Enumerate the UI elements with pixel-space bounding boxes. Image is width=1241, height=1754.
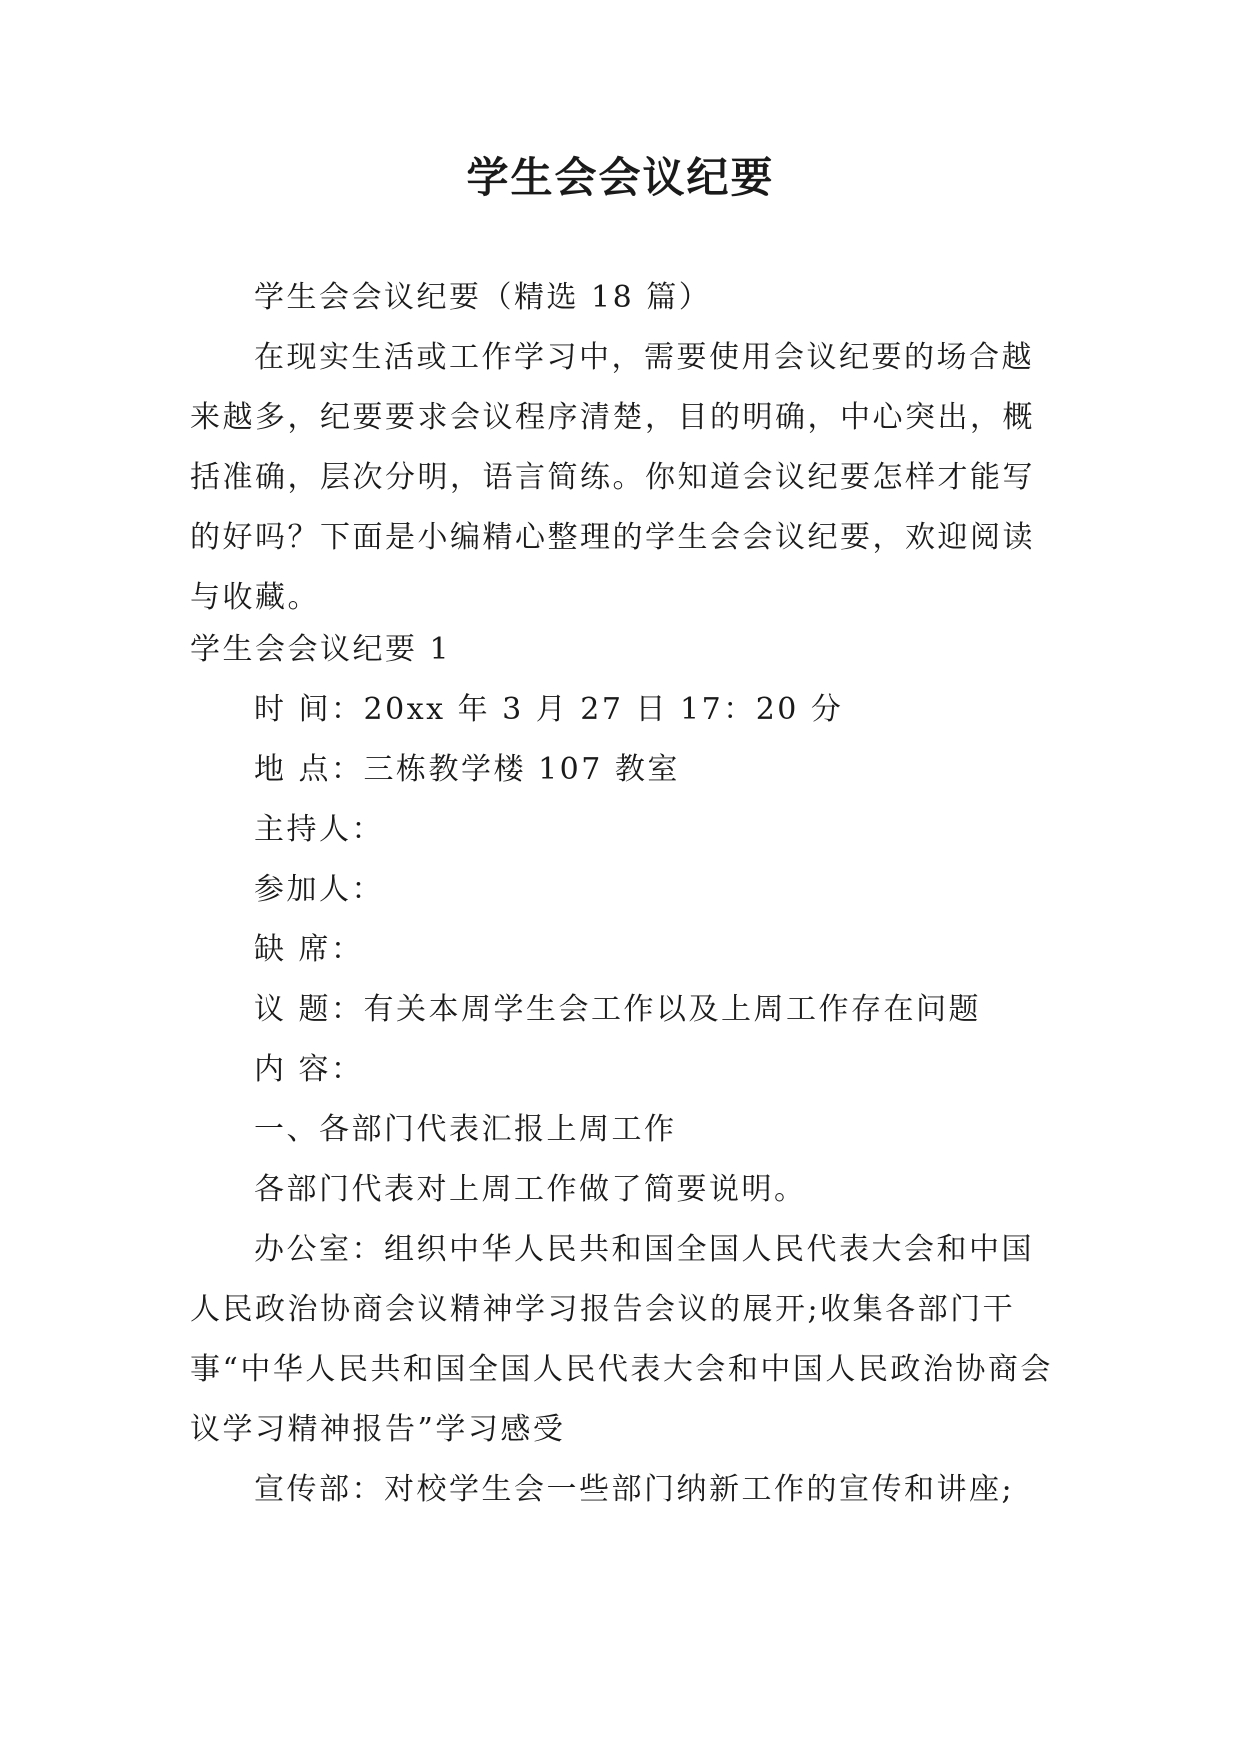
meeting-time: 时 间：20xx 年 3 月 27 日 17：20 分 bbox=[254, 692, 844, 727]
publicity-report: 宣传部：对校学生会一些部门纳新工作的宣传和讲座; bbox=[254, 1472, 1015, 1507]
item-one-description: 各部门代表对上周工作做了简要说明。 bbox=[254, 1172, 807, 1207]
meeting-participants: 参加人： bbox=[254, 872, 384, 907]
section-heading: 学生会会议纪要 1 bbox=[190, 632, 452, 667]
meeting-place: 地 点：三栋教学楼 107 教室 bbox=[254, 752, 680, 787]
meeting-host: 主持人： bbox=[254, 812, 384, 847]
office-report: 办公室：组织中华人民共和国全国人民代表大会和中国人民政治协商会议精神学习报告会议的展开;收集各部门干事“中华人民共和国全国人民代表大会和中国人民政治协商会议学习精神报告”学习感受 bbox=[190, 1232, 1053, 1447]
item-one-heading: 一、各部门代表汇报上周工作 bbox=[254, 1112, 677, 1147]
document-body bbox=[190, 268, 1058, 628]
section-one bbox=[190, 620, 1058, 1520]
page-title: 学生会会议纪要 bbox=[466, 153, 775, 202]
intro-paragraph: 在现实生活或工作学习中，需要使用会议纪要的场合越来越多，纪要要求会议程序清楚，目的明确，中心突出，概括准确，层次分明，语言简练。你知道会议纪要怎样才能写的好吗？下面是小编精心整理的学生会会议纪要，欢迎阅读与收藏。 bbox=[190, 340, 1035, 615]
meeting-topic: 议 题：有关本周学生会工作以及上周工作存在问题 bbox=[254, 992, 982, 1027]
meeting-content-label: 内 容： bbox=[254, 1052, 364, 1087]
meeting-absent: 缺 席： bbox=[254, 932, 364, 967]
subtitle: 学生会会议纪要（精选 18 篇） bbox=[254, 280, 712, 315]
